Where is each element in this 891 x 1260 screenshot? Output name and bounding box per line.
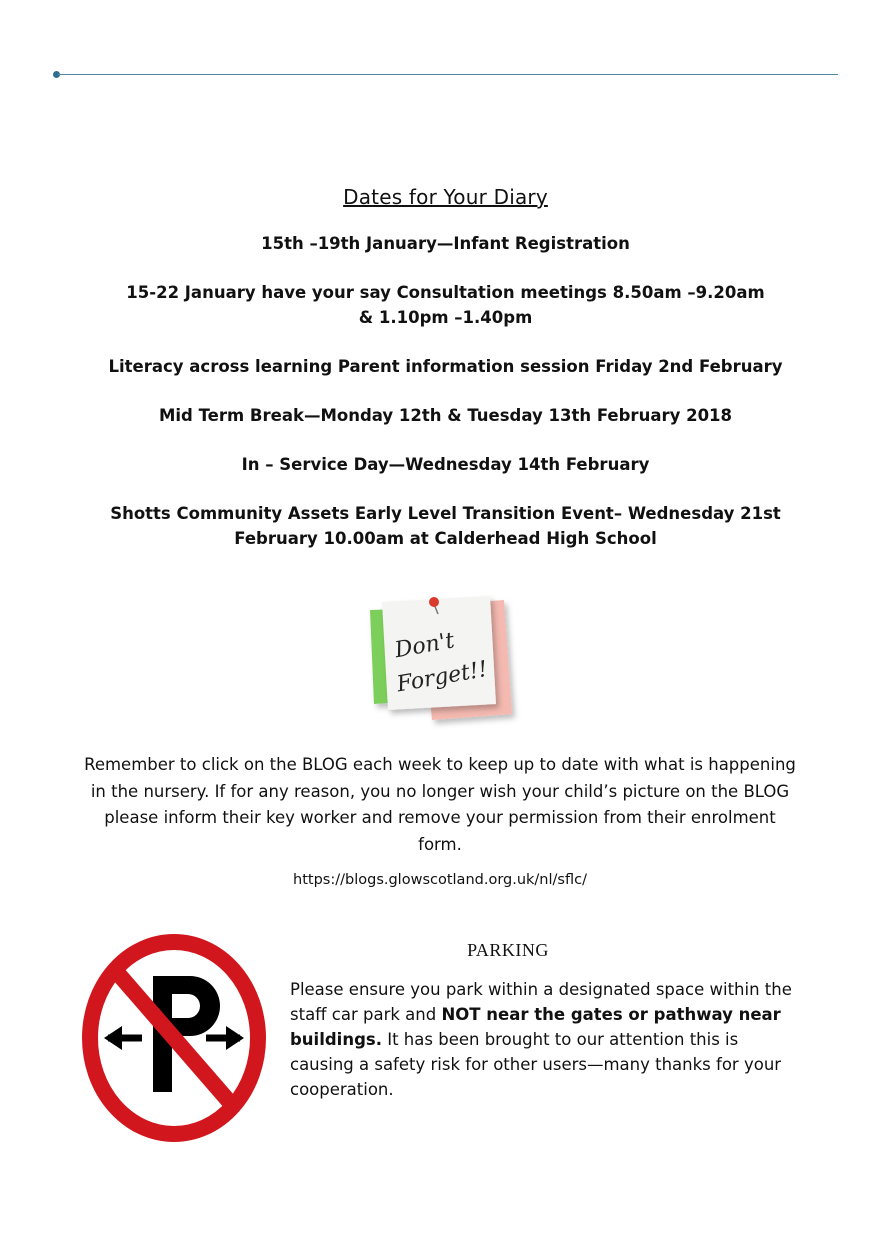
date-item-consultation: 15-22 January have your say Consultation meetings 8.50am –9.20am & 1.10pm –1.40pm [126, 283, 765, 327]
date-item-literacy: Literacy across learning Parent information session Friday 2nd February [108, 357, 783, 376]
date-item-inservice: In – Service Day—Wednesday 14th February [241, 455, 650, 474]
date-item-midterm: Mid Term Break—Monday 12th & Tuesday 13th February 2018 [158, 406, 733, 425]
date-item-registration: 15th –19th January—Infant Registration [261, 234, 630, 253]
date-item-transition: Shotts Community Assets Early Level Transition Event– Wednesday 21st February 10.00am at Calderhead High School [110, 504, 781, 548]
dates-title: Dates for Your Diary [343, 185, 548, 209]
pushpin-icon [429, 597, 439, 607]
dont-forget-note-image [362, 592, 530, 734]
parking-title: PARKING [467, 940, 549, 960]
parking-emphasis: NOT near the gates or pathway near buildings. [290, 1005, 781, 1049]
note-text-dont: Don't [392, 628, 457, 664]
dates-section [60, 185, 831, 575]
header-rule [58, 74, 838, 75]
parking-paragraph: Please ensure you park within a designated space within the staff car park and NOT near the gates or pathway near buildings. It has been brought to our attention this is causing a safety risk for other users—many thanks for your cooperation. [290, 980, 792, 1099]
blog-url-link[interactable]: https://blogs.glowscotland.org.uk/nl/sflc/ [293, 872, 587, 888]
no-parking-icon [80, 932, 268, 1144]
blog-paragraph: Remember to click on the BLOG each week to keep up to date with what is happening in the nursery. If for any reason, you no longer wish your child’s picture on the BLOG please inform their key worker and remove your permission from their enrolment form. [84, 755, 796, 854]
note-text-forget: Forget!! [394, 656, 490, 698]
